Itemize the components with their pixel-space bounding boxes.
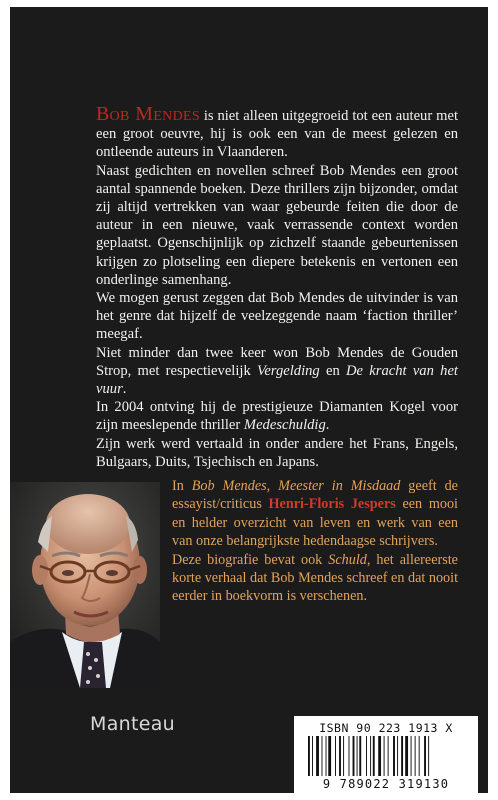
barcode-bars	[308, 736, 464, 776]
bio-paragraph: In 2004 ontving hij de prestigieuze Diamanten Kogel voor zijn meeslepende thriller Medeschuldig.	[96, 399, 458, 434]
book-title: Bob Mendes, Meester in Misdaad	[191, 478, 401, 494]
publisher-logo: Manteau	[90, 713, 176, 735]
book-back-cover	[10, 7, 488, 793]
book-title: De kracht van het vuur	[96, 362, 458, 398]
isbn-barcode	[294, 716, 478, 793]
critic-name: Henri-Floris Jespers	[268, 496, 396, 513]
bio-paragraph: We mogen gerust zeggen dat Bob Mendes de uitvinder is van het genre dat hijzelf de veelzeggende naam ‘faction thriller’ meegaf.	[96, 290, 458, 343]
bio-paragraph: Naast gedichten en novellen schreef Bob Mendes een groot aantal spannende boeken. Deze thrillers zijn bijzonder, omdat zij altijd vertrekken van waar gebeurde feiten die door de auteur in een nieuwe, vaak verrassende context worden geplaatst. Ogenschijnlijk op zichzelf staande gebeurtenissen krijgen zo plotseling een diepere betekenis en vertonen een onderlinge samenhang.	[96, 162, 458, 288]
bio-paragraph: Zijn werk werd vertaald in onder andere het Frans, Engels, Bulgaars, Duits, Tsjechisch en Japans.	[96, 435, 458, 470]
author-biography	[96, 105, 458, 471]
book-blurb	[172, 477, 458, 606]
author-photo	[10, 482, 160, 688]
ean-number: 9 789022 319130	[322, 777, 450, 791]
bio-paragraph: Bob Mendes is niet alleen uitgegroeid tot een auteur met een groot oeuvre, hij is ook een van de meest gelezen en ontleende auteurs in Vlaanderen.	[96, 103, 458, 161]
blurb-paragraph: In Bob Mendes, Meester in Misdaad geeft de essayist/criticus Henri-Floris Jespers een mooi en helder overzicht van leven en werk van een van onze belangrijkste hedendaagse schrijvers.	[172, 478, 458, 550]
bio-paragraph: Niet minder dan twee keer won Bob Mendes de Gouden Strop, met respectievelijk Vergelding en De kracht van het vuur.	[96, 344, 458, 398]
book-title: Medeschuldig	[243, 417, 326, 434]
book-title: Vergelding	[257, 362, 320, 379]
blurb-paragraph: Deze biografie bevat ook Schuld, het allereerste korte verhaal dat Bob Mendes schreef en dat nooit eerder in boekvorm is verschenen.	[172, 551, 459, 605]
story-title: Schuld	[328, 551, 367, 568]
isbn-number: ISBN 90 223 1913 X	[319, 721, 453, 735]
author-name-heading: Bob Mendes	[96, 103, 200, 125]
